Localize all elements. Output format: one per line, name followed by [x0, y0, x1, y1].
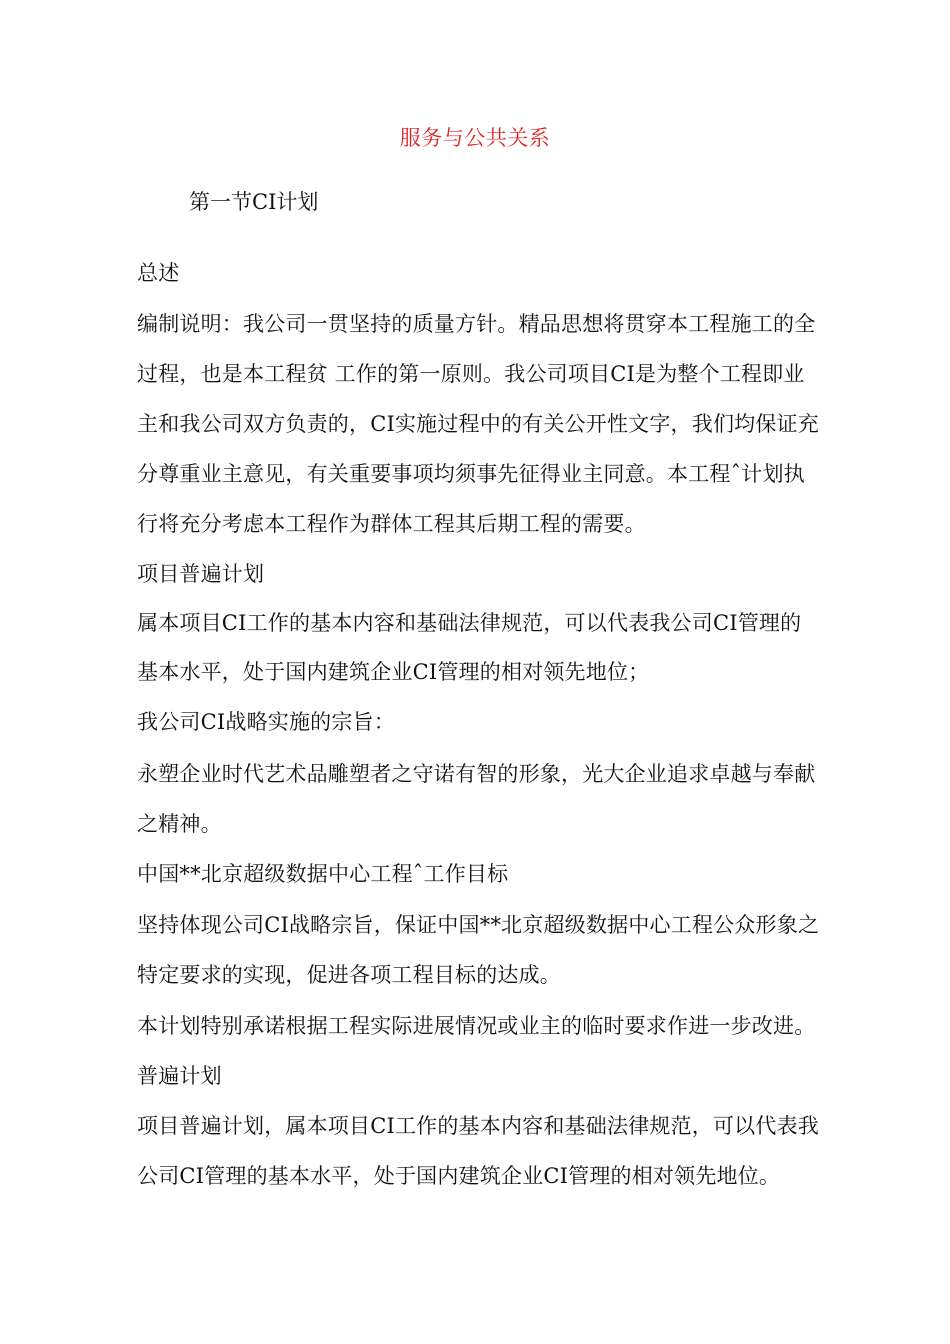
body-line: 特定要求的实现，促进各项工程目标的达成。: [137, 963, 561, 987]
body-line: 编制说明：我公司一贯坚持的质量方针。精品思想将贯穿本工程施工的全: [137, 312, 816, 336]
body-line: 我公司CI战略实施的宗旨：: [137, 710, 395, 734]
body-line: 项目普遍计划: [137, 562, 265, 586]
body-line: 过程，也是本工程贫 工作的第一原则。我公司项目CI是为整个工程即业: [137, 362, 805, 386]
body-line: 主和我公司双方负责的，CI实施过程中的有关公开性文字，我们均保证充: [137, 412, 819, 436]
body-line: 属本项目CI工作的基本内容和基础法律规范，可以代表我公司CI管理的: [137, 611, 802, 635]
body-line: 本计划特别承诺根据工程实际进展情况或业主的临时要求作进一步改进。: [137, 1014, 816, 1038]
body-line: 之精神。: [137, 812, 222, 836]
section-heading: 第一节CI计划: [189, 190, 319, 214]
body-line: 项目普遍计划，属本项目CI工作的基本内容和基础法律规范，可以代表我: [137, 1114, 819, 1138]
body-line: 中国**北京超级数据中心工程ˆ工作目标: [137, 862, 509, 886]
document-title: 服务与公共关系: [399, 126, 551, 150]
body-line: 基本水平，处于国内建筑企业CI管理的相对领先地位；: [137, 660, 650, 684]
body-line: 普遍计划: [137, 1064, 222, 1088]
body-line: 公司CI管理的基本水平，处于国内建筑企业CI管理的相对领先地位。: [137, 1164, 781, 1188]
body-line: 行将充分考虑本工程作为群体工程其后期工程的需要。: [137, 512, 646, 536]
body-line: 坚持体现公司CI战略宗旨，保证中国**北京超级数据中心工程公众形象之: [137, 913, 820, 937]
body-line: 分尊重业主意见，有关重要事项均须事先征得业主同意。本工程ˆ计划执: [137, 462, 805, 486]
body-line: 总述: [137, 261, 180, 285]
body-line: 永塑企业时代艺术品雕塑者之守诺有智的形象，光大企业追求卓越与奉献: [137, 762, 816, 786]
